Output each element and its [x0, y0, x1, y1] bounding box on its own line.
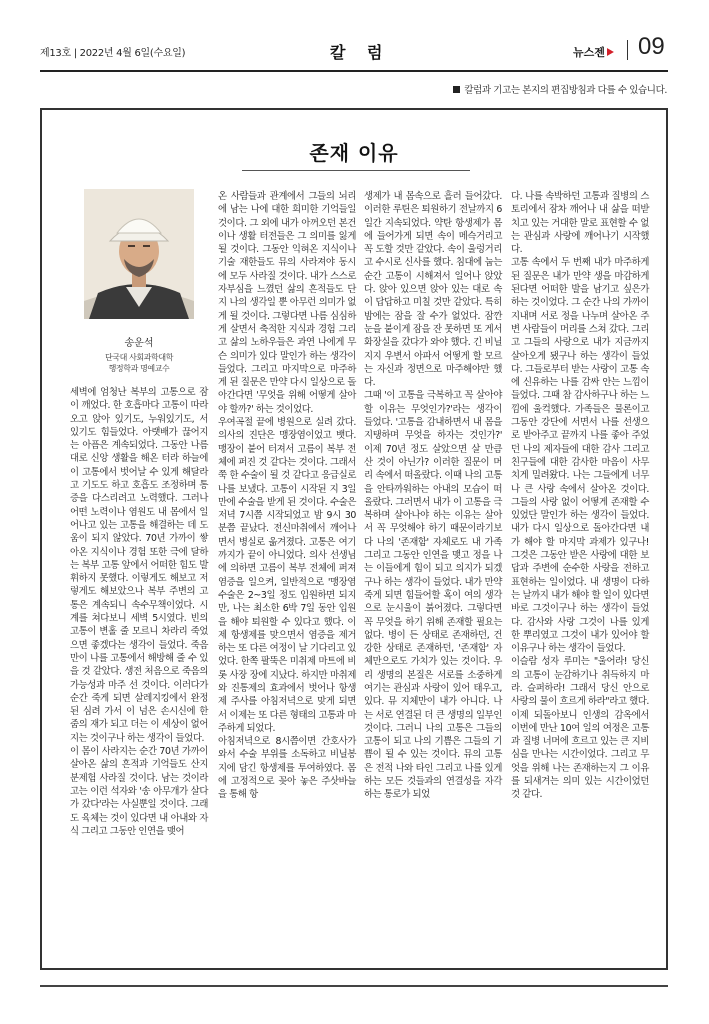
title-underline	[242, 170, 470, 171]
header-rule	[40, 70, 668, 72]
article-column-1: 세벽에 엄청난 복부의 고통으로 잠이 깨었다. 한 호흡마다 고통이 따라오고 앉아 있기도, 누워있기도, 서 있기도 힘들었다. 아랫배가 끊어지는 아픔은 계속되었다. 그동안 나름대로 신앙 생활을 해온 터라 하늘에 이 고통에서 벗어날 수 있게 해달라고 기도도 하고 호흡도 조정하며 통증을 다스리려고 노력했다. 그러나 어떤 노력이나 염원도 내 몸에서 일어나고 있는 고통을 해결하는 데 도움이 되지 않았다. 70년 가까이 쌓아온 지식이나 경험 또한 극에 달하는 복부 고통 앞에서 어떠한 힘도 발휘하지 못했다. 이렇게도 해보고 저렇게도 해보았으나 복부 주변의 고통은 계속되니 속수무책이었다. 시계를 쳐다보니 세벽 5시였다. 빈의 고통이 변홀 줄 모르니 차라리 죽었으면 좋겠다는 생각이 들었다. 죽음만이 나를 고통에서 해방해 줄 수 있을 것 같았다. 생전 처음으로 죽음의 가능성과 마주 선 것이다. 이러다가 순간 죽게 되면 살레지킹에서 완정된 심려 가서 이 넘은 손시신에 한 줌의 재가 되고 더는 이 세상이 없어지는 것이구나 하는 생각이 들었다. 이 몸이 사라지는 순간 70년 가까이 살아온 삶의 흔적과 기억들도 산지분제험 사라질 것이다. 남는 것이라고는 이런 석자와 '송 아무개가 살다가 갔다'라는 사실뿐일 것이다. 그래도 육체는 것이 있다면 내 아내와 자식 그리고 그동안 인연을 맺어	[70, 387, 208, 837]
issue-date: 제13호 | 2022년 4월 6일(수요일)	[40, 48, 186, 59]
article-column-4: 다. 나를 속박하던 고통과 질병의 스토리에서 잠차 깨어나 내 삶을 떠받치고 있는 거대한 말로 표현할 수 없는 관심과 사랑에 깨어나기 시작했다. 고통 속에서 두 번째 내가 마주하게 된 질문은 내가 만약 생을 마감하게 된다면 어떠한 발을 남기고 싶은가 하는 것이었다. 그 순간 나의 가까이 지내며 서로 정을 나누며 살아온 주변 사람들이 머리를 스쳐 갔다. 그리고 그들의 사랑으로 내가 지금까지 살아오게 됐구나 하는 생각이 들었다. 그들로부터 받는 사랑이 고통 속에 신유하는 나를 감싸 안는 느낌이 들었다. 그때 참 감사하구나 하는 느낌에 울컥했다. 가족들은 물론이고 그동안 강단에 서면서 나를 선생으로 받아주고 끝까지 나를 좋아 주었던 나의 제자들에 대한 감사 그리고 친구들에 대한 감사한 마음이 사무치게 밀려왔다. 나는 그들에게 너무나 큰 사랑 속에서 살아온 것이다. 그들의 사랑 없이 어떻게 존재할 수 있었단 말인가 하는 생각이 들었다. 내가 다시 일상으로 돌아간다면 내가 해야 할 마지막 과제가 있구나! 그것은 그동안 받은 사랑에 대한 보답과 주변에 순수한 사랑을 전하고 표현하는 일이었다. 내 생명이 다하는 날까지 내가 해야 할 일이 있다면 바로 그것이구나 하는 생각이 들었다. 감사와 사랑 그것이 나를 있게 한 뿌리였고 그것이 내가 있어야 할 이유구나 하는 생각이 들었다. 이슬람 성자 루미는 "울어라! 당신의 고통이 눈감하기나 취득하지 마라. 슬퍼하라! 그래서 당신 안으로 사랑의 물이 흐르게 하라"라고 했다. 이제 되돌아보니 인생의 감옥에서 이번에 만난 10여 일의 여정은 고통과 질병 너머에 흐르고 있는 큰 지비심을 만나는 시간이었다. 그리고 무엇을 위해 나는 존재하는지 그 이유를 되새겨는 의미 있는 시간이었던 것 같다.	[511, 191, 650, 801]
article-title: 존재 이유	[309, 141, 399, 165]
author-photo	[84, 189, 194, 319]
header-divider	[627, 40, 628, 60]
author-role: 단국대 사회과학대학 행정학과 명예교수	[104, 353, 174, 373]
brand-name: 뉴스젠	[573, 46, 605, 59]
square-bullet-icon	[453, 86, 460, 93]
footer-rule	[40, 985, 668, 987]
author-name: 송운석	[124, 338, 154, 349]
page-header	[0, 0, 709, 64]
article-column-3: 생제가 내 몸속으로 흘러 들어갔다. 이러한 루틴은 퇴원하기 전날까지 6일간 지속되었다. 약탄 항생제가 몸에 들어가게 되면 속이 메슥거리고 꼭 도할 것만 같았다. 속이 울렁거리고 수시로 신사를 했다. 침대에 눕는 순간 고통이 시해져서 일어나 앉았다. 앉아 있으면 앉아 있는 대로 속이 답답하고 미칠 것만 같았다. 특히 밤에는 잠을 잘 수가 없었다. 잠깐 눈을 붙이게 잠을 잔 못하면 또 게서 화장실을 갔다가 와야 했다. 긴 비닐 지지 우변서 아파서 어떻게 할 모르는 자신과 정면으로 마주해야만 했다. 그때 '이 고통을 극복하고 꼭 살아야 할 이유는 무엇인가?'라는 생각이 들었다. '고통을 감내하면서 내 몸을 지탱하며 무엇을 하자는 것인가?' 이제 70년 정도 살았으면 살 만큼 산 것이 아닌가? 이러한 질문이 머리 속에서 떠올랐다. 이때 나의 고통을 안타까워하는 아내의 모습이 떠올랐다. 그러면서 내가 이 고통을 극복하며 살아나야 하는 이유는 살아서 꼭 무엇해야 하기 때문이라기보다 나의 '존재함' 자체로도 내 가족 그리고 그동안 인연을 맺고 정을 나는 이들에게 힘이 되고 의지가 되겠구나 하는 생각이 들었다. 내가 만약 죽게 되면 힘들어할 혹이 여의 생각으로 눈시울이 붉어졌다. 그렇다면 꼭 무엇을 하기 위해 존재할 필요는 없다. 병이 든 상태로 존재하던, 건강한 상태로 존재하던, '존재함' 자체만으로도 가치가 있는 것이다. 우리 생명의 본질은 서로를 소중하게 여기는 관심과 사랑이 있어 태우고, 있다. 뮤 지체만이 내가 아니다. 나는 서로 연결된 더 큰 생명의 일부인 것이다. 그러니 나의 고통은 그들의 고통이 되고 나의 기쁨은 그들의 기쁨이 될 수 있는 것이다. 뮤의 고통은 전적 나와 타인 그리고 나를 있게 하는 모든 것들과의 연결성을 자각하는 통로가 되었	[364, 191, 502, 801]
article-column-2: 온 사람들과 관계에서 그들의 뇌리에 남는 나에 대한 희미한 기억들일 것이다. 그 외에 내가 아꺼오던 본건이나 생활 터전들은 그 의미를 잃게 될 것이다. 그동안 익혀온 지식이나 기술 재한들도 뮤의 사라져야 동시에 모두 사라질 것이다. 내가 스스로 자부심을 느꼈던 삶의 흔적들도 단지 나의 생각일 뿐 아무런 의미가 없게 될 것이다. 그렇다면 나름 심심하게 살면서 축적한 지식과 경험 그리고 삶의 노하우들은 과연 나에게 무슨 의미가 있다 말인가 하는 생각이 들었다. 그리고 마지막으로 마주하게 된 질문은 만약 다시 일상으로 돌아간다면 '무엇을 위해 어떻게 살아야 할까?' 하는 것이었다. 우여곡절 끝에 병원으로 실려 갔다. 의사의 진단은 맹장염이었고 뱃다. 맹장이 붙어 터져서 고름이 복부 전체에 퍼진 것 같다는 것이다. 그래서 쭉 한 수술이 될 것 같다고 응급실로 나를 보냈다. 고통이 시작된 지 3일 만에 수술을 받게 된 것이다. 수술은 저녁 7시쯤 시작되었고 밤 9시 30분쯤 끝났다. 전신마취에서 깨어나면서 병실로 옮겨졌다. 고통은 여기까지가 끝이 아니었다. 의사 선생님에 의하면 고름이 복부 전체에 퍼져 염증을 일으켜, 일반적으로 '맹장염 수술은 2~3일 정도 입원하면 되지만, 나는 최소한 6박 7일 동안 입원을 해야 퇴원할 수 있다고 했다. 이제 항생제를 맞으면서 염증을 제거하는 또 다른 여정이 날 기다리고 있었다. 한쪽 팔뚝은 미취제 마트에 비롯 사장 장에 지났다. 하지만 마취제와 진통제의 효과에서 벗어나 항생제 주사를 아침저녁으로 맞게 되면서 이제는 또 다른 형태의 고통과 마주하게 되었다. 아침저녁으로 8시쯤이면 간호사가 와서 수술 부위를 소독하고 비닐봉지에 담긴 항생제를 투여하였다. 몸에 고정적으로 꽂아 놓은 주삿바늘을 통해 항	[218, 191, 356, 801]
brand-flag-icon	[607, 48, 614, 56]
author-portrait-icon	[84, 189, 194, 319]
article-box	[40, 108, 668, 970]
brand-logo	[573, 44, 614, 60]
section-title: 칼 럼	[330, 43, 391, 62]
page-number: 09	[638, 33, 665, 60]
editorial-notice	[453, 82, 667, 96]
notice-text: 칼럼과 기고는 본지의 편집방침과 다를 수 있습니다.	[464, 85, 667, 96]
